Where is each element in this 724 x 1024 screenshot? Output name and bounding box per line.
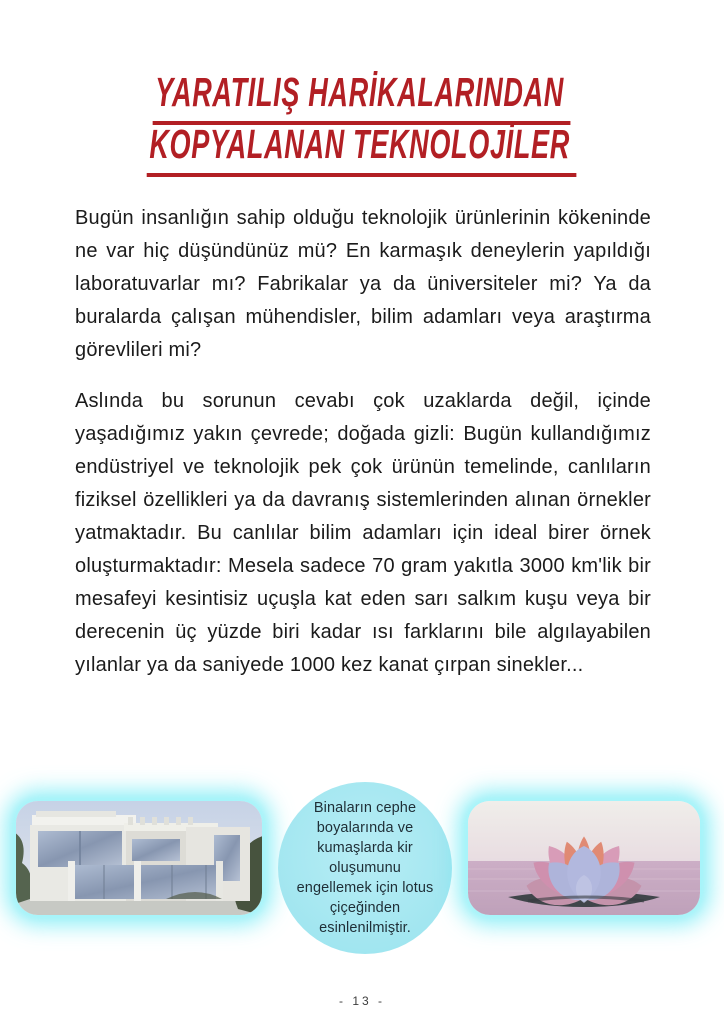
page-title [0, 66, 724, 170]
lotus-image [468, 801, 700, 915]
callout-text: Binaların cephe boyalarında ve kumaşlarda kir oluşumunu engellemek için lotus çiçeğinden esinlenilmiştir. [296, 800, 434, 936]
page-footer [0, 992, 724, 1010]
page-number: - 13 - [338, 994, 385, 1008]
title-line-1: YARATILIŞ HARİKALARINDAN [153, 66, 571, 125]
callout-bubble [278, 782, 452, 954]
paragraph-2: Aslında bu sorunun cevabı çok uzaklarda değil, içinde yaşadığımız yakın çevrede; doğada gizli: Bugün kullandığımız endüstriyel ve teknolojik pek çok ürünün temelinde, canlıların fiziksel özellikleri ya da davranış sistemlerinden alınan örnekler yatmaktadır. Bu canlılar bilim adamları için ideal birer örnek oluşturmaktadır: Mesela sadece 70 gram yakıtla 3000 km'lik bir mesafeyi kesintisiz uçuşla kat eden sarı salkım kuşu veya bir derecenin üç yüzde biri kadar ısı farklarını bile algılayabilen yılanlar ya da saniyede 1000 kez kanat çırpan sinekler... [75, 390, 651, 676]
title-line-2-wrap [0, 118, 724, 170]
body-text [75, 202, 651, 700]
title-line-1-wrap [0, 66, 724, 118]
lotus-illustration [468, 801, 700, 915]
title-line-2: KOPYALANAN TEKNOLOJİLER [147, 118, 577, 177]
building-illustration [16, 801, 262, 915]
paragraph-1: Bugün insanlığın sahip olduğu teknolojik ürünlerinin kökeninde ne var hiç düşündünüz mü? En karmaşık deneylerin yapıldığı laboratuvarlar mı? Fabrikalar ya da üniversiteler mi? Ya da buralarda çalışan mühendisler, bilim adamları veya araştırma görevlileri mi? [75, 207, 651, 361]
building-image [16, 801, 262, 915]
